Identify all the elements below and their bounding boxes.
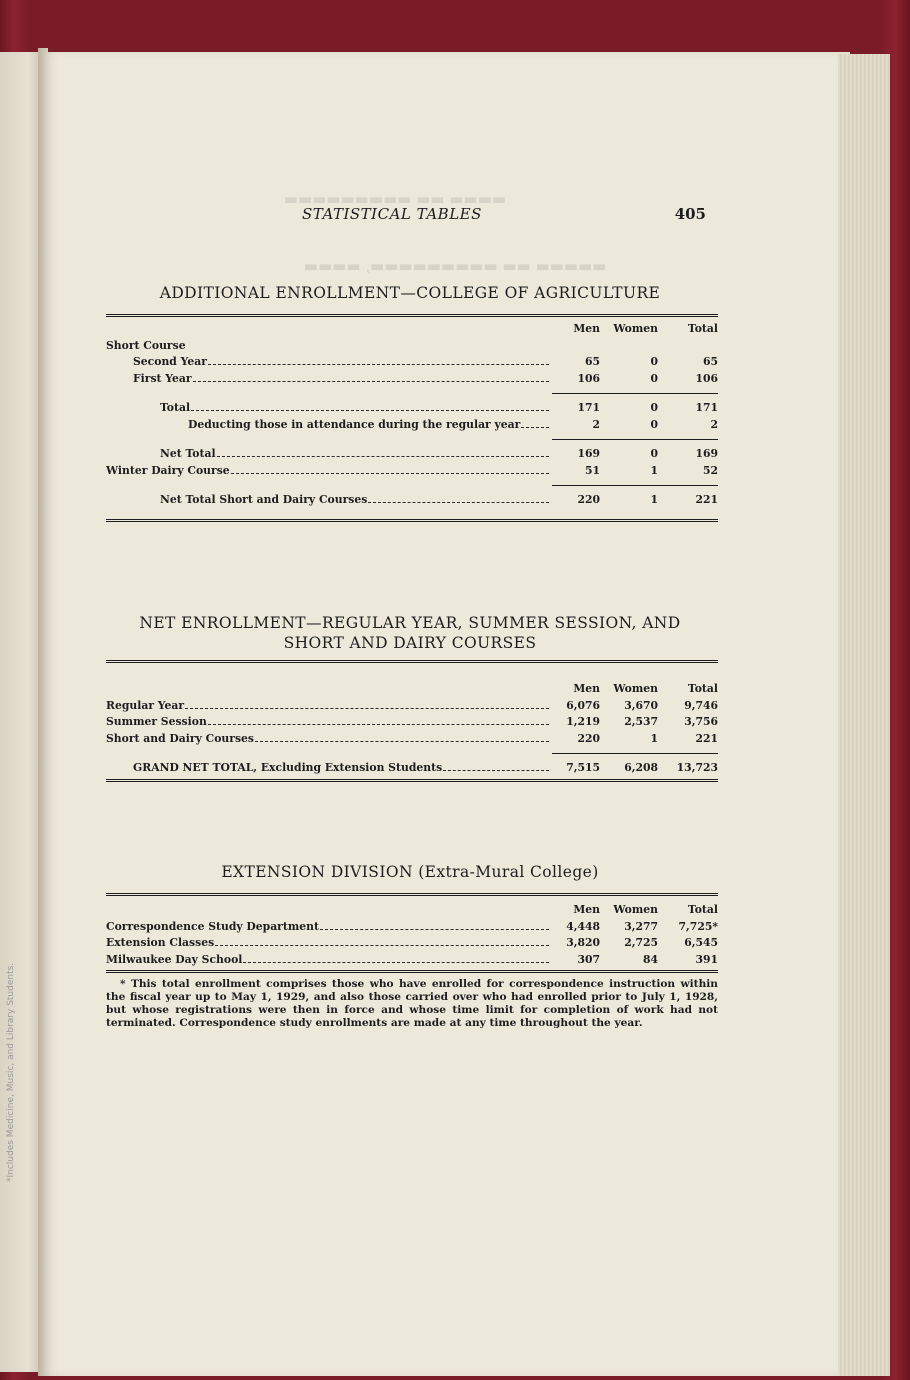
page-fore-edge — [838, 54, 890, 1376]
table-row — [106, 935, 718, 952]
row-label: Summer Session — [106, 715, 207, 728]
running-header — [110, 205, 710, 227]
men-value: 171 — [577, 401, 600, 414]
table-bottom-rule — [106, 970, 718, 973]
col-total: Total — [687, 322, 718, 335]
men-value: 2 — [592, 417, 600, 431]
total-value: 171 — [695, 401, 718, 414]
agriculture-title: ADDITIONAL ENROLLMENT—COLLEGE OF AGRICULTURE — [159, 284, 661, 302]
women-value: 0 — [650, 355, 658, 368]
row-label: GRAND NET TOTAL, Excluding Extension Students — [133, 761, 443, 774]
footnote: * This total enrollment comprises those who have enrolled for correspondence instruction within the fiscal year up to May 1, 1929, and also those carried over who had enrolled prior to July 1, 1928, but whose registrations were then in force and whose time limit for completion of work had not terminated. Correspondence study enrollments are made at any time throughout the year. — [106, 978, 718, 1029]
total-value: 13,723 — [676, 761, 718, 774]
row-label: Net Total Short and Dairy Courses — [160, 493, 368, 506]
total-value: 9,746 — [684, 698, 718, 712]
row-label: Net Total — [160, 447, 216, 460]
total-value: 65 — [702, 355, 718, 368]
facing-page-text: *Includes Medicine, Music, and Library Students. — [6, 962, 16, 1182]
men-value: 106 — [577, 371, 600, 385]
col-men: Men — [573, 682, 600, 695]
row-label: First Year — [133, 371, 192, 385]
page-number: 405 — [674, 205, 706, 223]
agriculture-table — [106, 314, 718, 522]
women-value: 1 — [650, 731, 658, 745]
facing-page-edge — [0, 52, 40, 1372]
table-top-rule — [106, 893, 718, 896]
table-row — [106, 371, 718, 388]
extension-table — [106, 893, 718, 973]
total-value: 2 — [710, 417, 718, 431]
total-value: 6,545 — [684, 936, 718, 949]
men-value: 6,076 — [566, 698, 600, 712]
row-label: Correspondence Study Department — [106, 919, 319, 933]
men-value: 220 — [577, 493, 600, 506]
men-value: 7,515 — [566, 761, 600, 774]
row-label: Second Year — [133, 355, 207, 368]
table-bottom-rule — [106, 779, 718, 782]
women-value: 3,670 — [624, 698, 658, 712]
total-value: 221 — [695, 493, 718, 506]
total-value: 391 — [695, 952, 718, 966]
total-value: 7,725* — [678, 919, 718, 933]
total-value: 169 — [695, 447, 718, 460]
total-value: 52 — [702, 463, 718, 477]
col-women: Women — [613, 322, 658, 335]
men-value: 3,820 — [566, 936, 600, 949]
men-value: 220 — [577, 731, 600, 745]
men-value: 51 — [584, 463, 600, 477]
subtotal-rule — [552, 393, 718, 394]
table-row — [106, 731, 718, 748]
row-label: Short and Dairy Courses — [106, 731, 254, 745]
net-enrollment-title-line2: SHORT AND DAIRY COURSES — [283, 634, 537, 652]
women-value: 2,537 — [624, 715, 658, 728]
women-value: 0 — [650, 417, 658, 431]
men-value: 307 — [577, 952, 600, 966]
women-value: 1 — [650, 493, 658, 506]
women-value: 84 — [642, 952, 658, 966]
net-enrollment-title — [100, 613, 720, 653]
men-value: 1,219 — [566, 715, 600, 728]
net-enrollment-table — [106, 660, 718, 782]
table-row — [106, 919, 718, 936]
men-value: 169 — [577, 447, 600, 460]
row-label: Deducting those in attendance during the regular year — [188, 417, 521, 431]
table-row — [106, 354, 718, 371]
table-row — [106, 952, 718, 969]
men-value: 4,448 — [566, 919, 600, 933]
table-row — [106, 492, 718, 509]
table-bottom-rule — [106, 519, 718, 522]
women-value: 0 — [650, 371, 658, 385]
total-value: 106 — [695, 371, 718, 385]
table-row — [106, 698, 718, 715]
column-header-row — [106, 321, 718, 338]
subtotal-rule — [552, 753, 718, 754]
grand-total-row — [106, 760, 718, 777]
table-top-rule — [106, 660, 718, 663]
column-header-row — [106, 681, 718, 698]
book-page: ▬▬▬▬ ▬▬ ▬▬▬▬▬▬▬▬▬ ▬▬▬▬▬ ▬▬ ▬▬▬▬▬▬▬▬▬, ▬▬▬▬ — [44, 52, 850, 1376]
women-value: 2,725 — [624, 936, 658, 949]
table-top-rule — [106, 314, 718, 317]
table-row — [106, 446, 718, 463]
women-value: 1 — [650, 463, 658, 477]
col-women: Women — [613, 903, 658, 916]
women-value: 0 — [650, 447, 658, 460]
total-value: 3,756 — [684, 715, 718, 728]
col-total: Total — [687, 682, 718, 695]
net-enrollment-title-line1: NET ENROLLMENT—REGULAR YEAR, SUMMER SESSION, AND — [139, 614, 681, 632]
subtotal-rule — [552, 439, 718, 440]
col-men: Men — [573, 322, 600, 335]
total-value: 221 — [695, 731, 718, 745]
col-total: Total — [687, 903, 718, 916]
row-label: Milwaukee Day School — [106, 952, 243, 966]
col-women: Women — [613, 682, 658, 695]
group-label-row — [106, 338, 718, 355]
women-value: 3,277 — [624, 919, 658, 933]
table-row — [106, 417, 718, 434]
subtotal-rule — [552, 485, 718, 486]
extension-title: EXTENSION DIVISION (Extra-Mural College) — [221, 863, 599, 881]
women-value: 0 — [650, 401, 658, 414]
col-men: Men — [573, 903, 600, 916]
row-label: Winter Dairy Course — [106, 463, 230, 477]
table-row — [106, 714, 718, 731]
row-label: Extension Classes — [106, 936, 215, 949]
men-value: 65 — [584, 355, 600, 368]
women-value: 6,208 — [624, 761, 658, 774]
table-row — [106, 463, 718, 480]
running-title: STATISTICAL TABLES — [302, 205, 482, 223]
row-label: Regular Year — [106, 698, 185, 712]
short-course-label: Short Course — [106, 338, 186, 352]
column-header-row — [106, 902, 718, 919]
table-row — [106, 400, 718, 417]
row-label: Total — [160, 401, 191, 414]
